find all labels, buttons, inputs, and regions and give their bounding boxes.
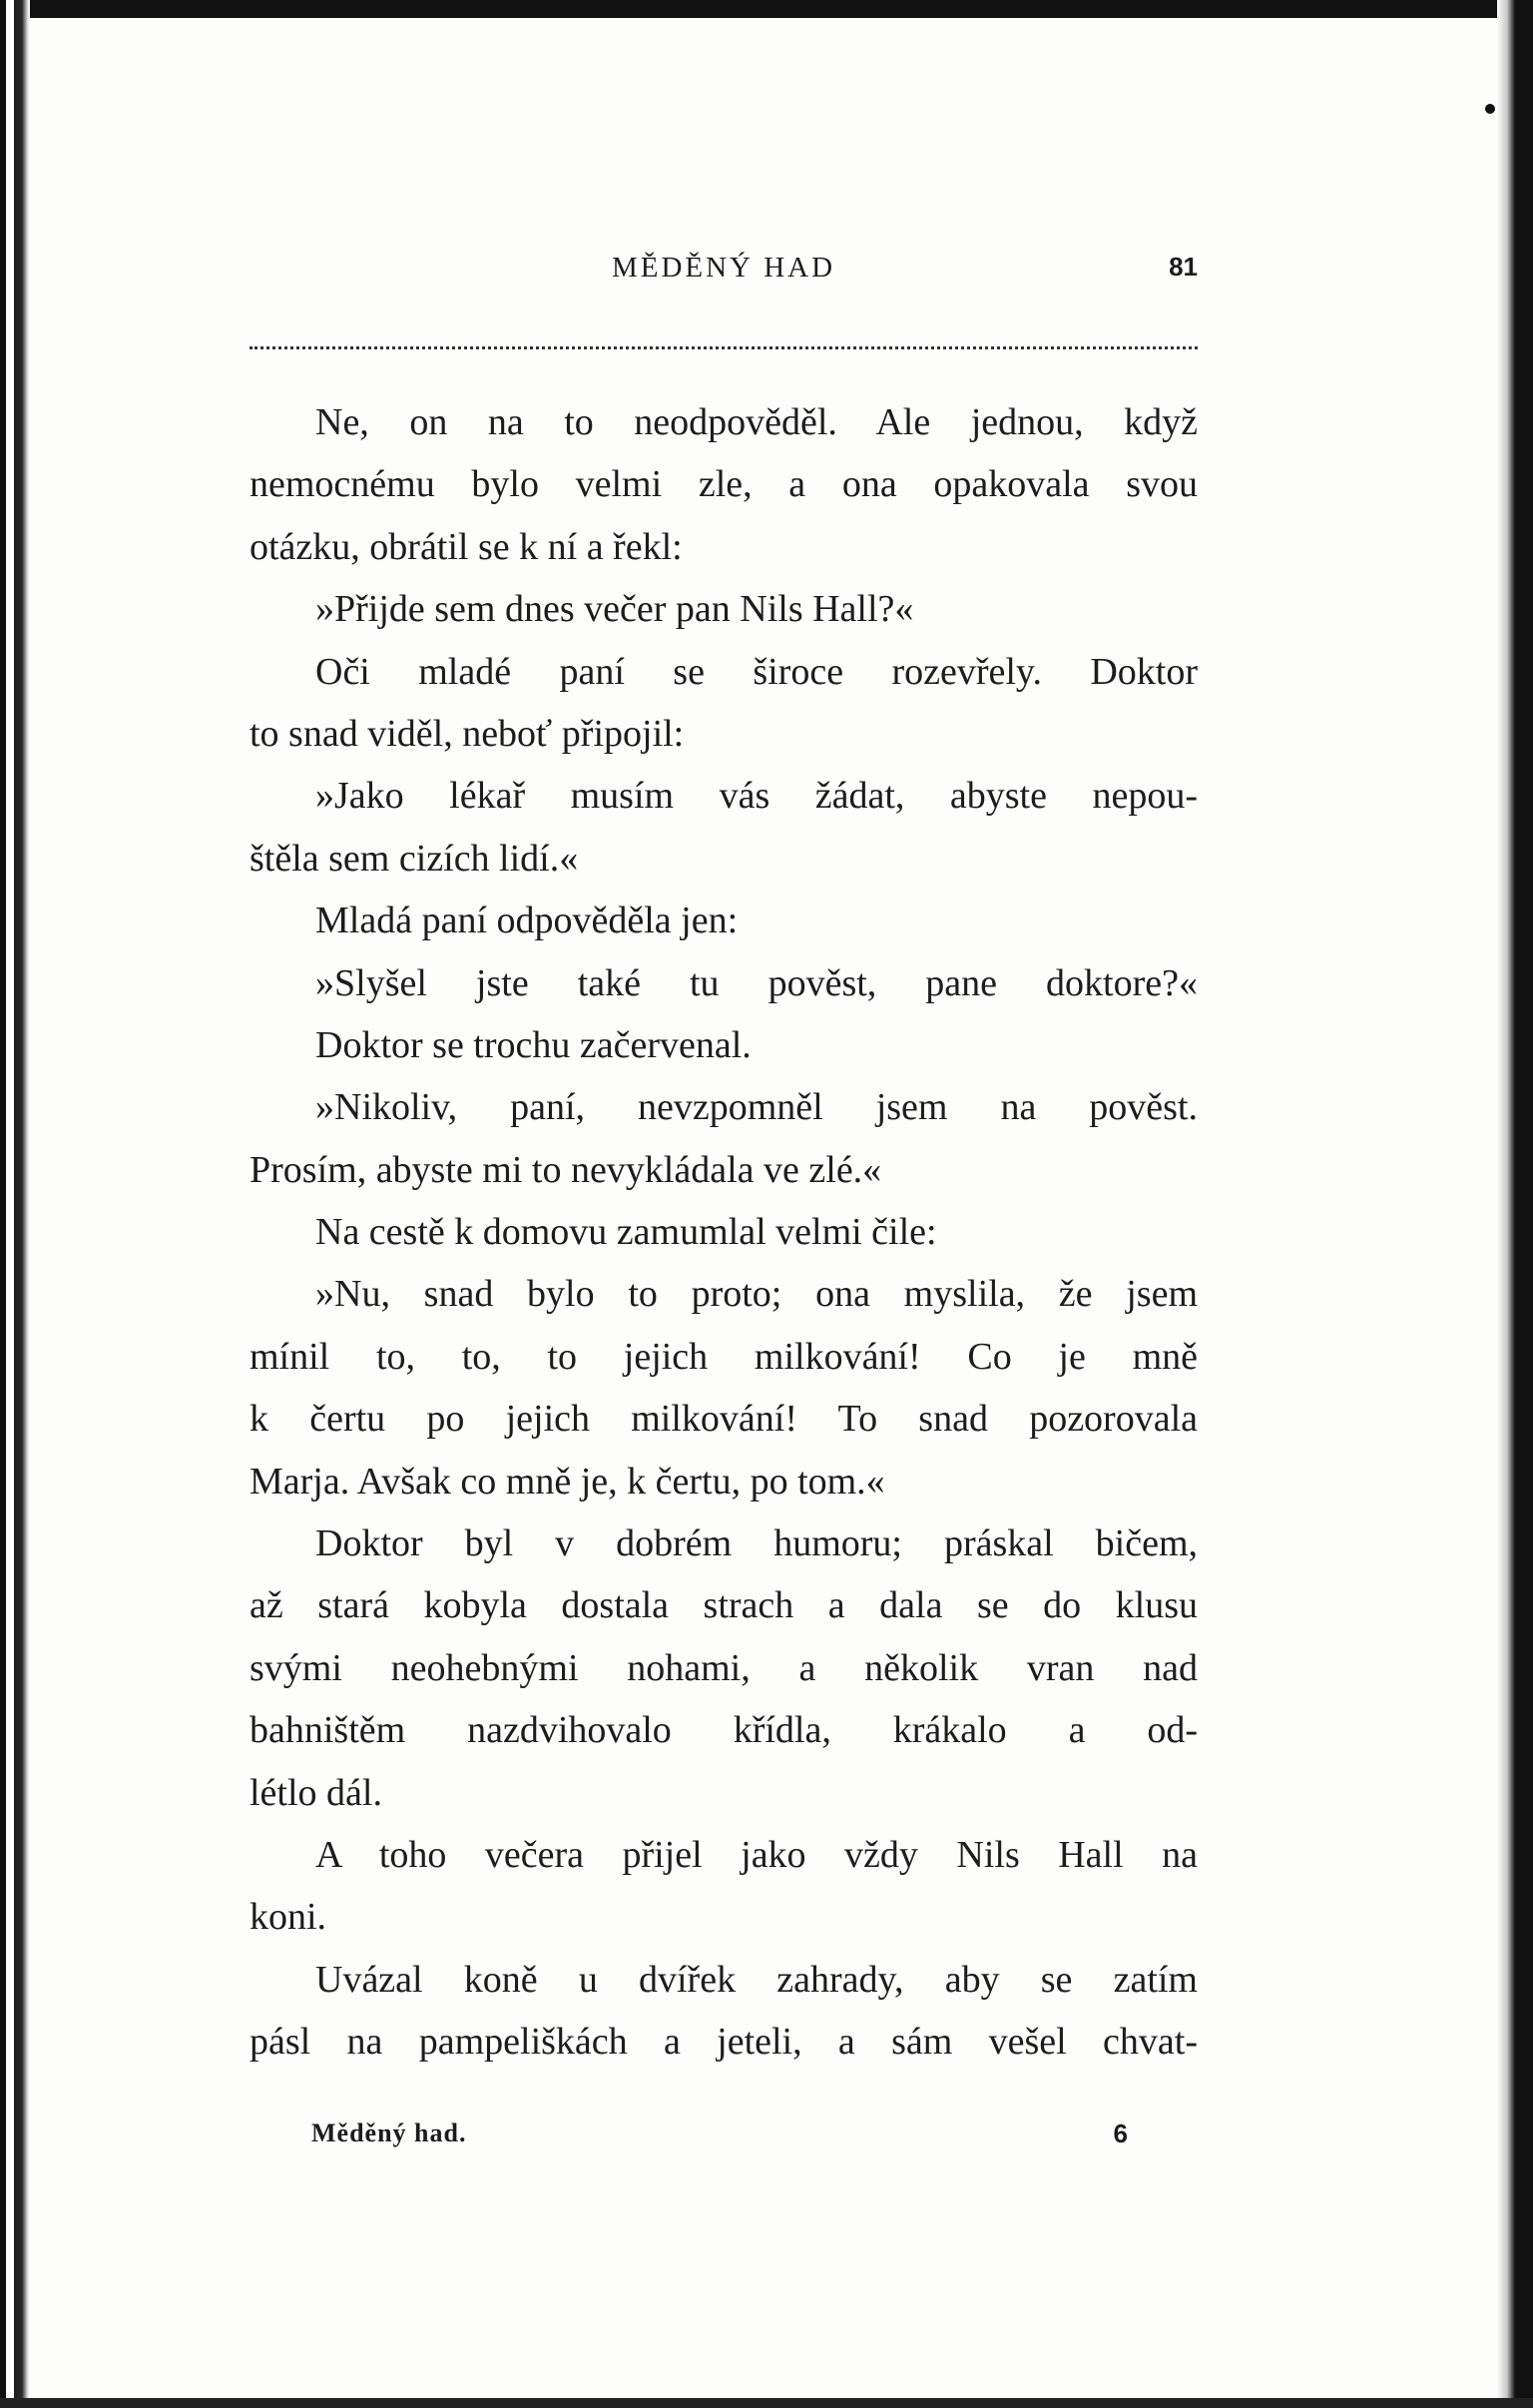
scan-left-edge <box>0 0 30 2408</box>
signature-title: Měděný had. <box>311 2118 467 2147</box>
signature-number: 6 <box>1113 2118 1128 2148</box>
text-line: Ne, on na to neodpověděl. Ale jednou, když <box>315 401 1198 443</box>
running-title: MĚDĚNÝ HAD <box>611 252 836 284</box>
scan-top-edge <box>0 0 1533 18</box>
text-line: mínil to, to, to jejich milkování! Co je mně <box>250 1335 1198 1378</box>
scan-speck <box>1485 104 1495 114</box>
text-line: Na cestě k domovu zamumlal velmi čile: <box>315 1211 937 1254</box>
text-line: Mladá paní odpověděla jen: <box>315 900 739 942</box>
text-line: to snad viděl, neboť připojil: <box>250 712 685 755</box>
text-line: nemocnému bylo velmi zle, a ona opakovala svou <box>250 463 1198 506</box>
text-line: štěla sem cizích lidí.« <box>250 837 579 880</box>
text-line: »Nu, snad bylo to proto; ona myslila, že jsem <box>315 1273 1198 1316</box>
text-line: Prosím, abyste mi to nevykládala ve zlé.« <box>250 1148 882 1191</box>
text-line: Doktor byl v dobrém humoru; práskal bičem, <box>315 1522 1198 1565</box>
text-line: Marja. Avšak co mně je, k čertu, po tom.« <box>250 1460 885 1503</box>
text-line: Uvázal koně u dvířek zahrady, aby se zatím <box>315 1958 1198 2001</box>
text-line: »Jako lékař musím vás žádat, abyste nepou- <box>315 775 1198 818</box>
text-line: létlo dál. <box>250 1771 382 1814</box>
text-line: otázku, obrátil se k ní a řekl: <box>250 525 683 568</box>
running-head <box>250 252 1198 292</box>
text-line: »Slyšel jste také tu pověst, pane doktore?« <box>315 961 1198 1004</box>
text-line: »Přijde sem dnes večer pan Nils Hall?« <box>315 588 914 631</box>
text-line: Doktor se trochu začervenal. <box>315 1023 752 1066</box>
header-dotted-rule <box>250 346 1198 349</box>
text-line: svými neohebnými nohami, a několik vran nad <box>250 1646 1198 1689</box>
page-number: 81 <box>1169 252 1198 282</box>
body-text <box>250 391 1198 2074</box>
scan-right-edge <box>1497 0 1533 2408</box>
text-line: bahništěm nazdvihovalo křídla, krákalo a od- <box>250 1709 1198 1752</box>
text-line: A toho večera přijel jako vždy Nils Hall na <box>315 1833 1198 1876</box>
scan-bottom-edge <box>0 2398 1533 2408</box>
text-line: k čertu po jejich milkování! To snad pozorovala <box>250 1398 1198 1441</box>
text-line: koni. <box>250 1896 327 1939</box>
text-line: až stará kobyla dostala strach a dala se do klusu <box>250 1584 1198 1627</box>
page-footer <box>250 2118 1148 2158</box>
text-line: pásl na pampeliškách a jeteli, a sám vešel chvat- <box>250 2021 1198 2064</box>
text-line: »Nikoliv, paní, nevzpomněl jsem na pověst. <box>315 1086 1198 1129</box>
text-line: Oči mladé paní se široce rozevřely. Doktor <box>315 650 1198 693</box>
